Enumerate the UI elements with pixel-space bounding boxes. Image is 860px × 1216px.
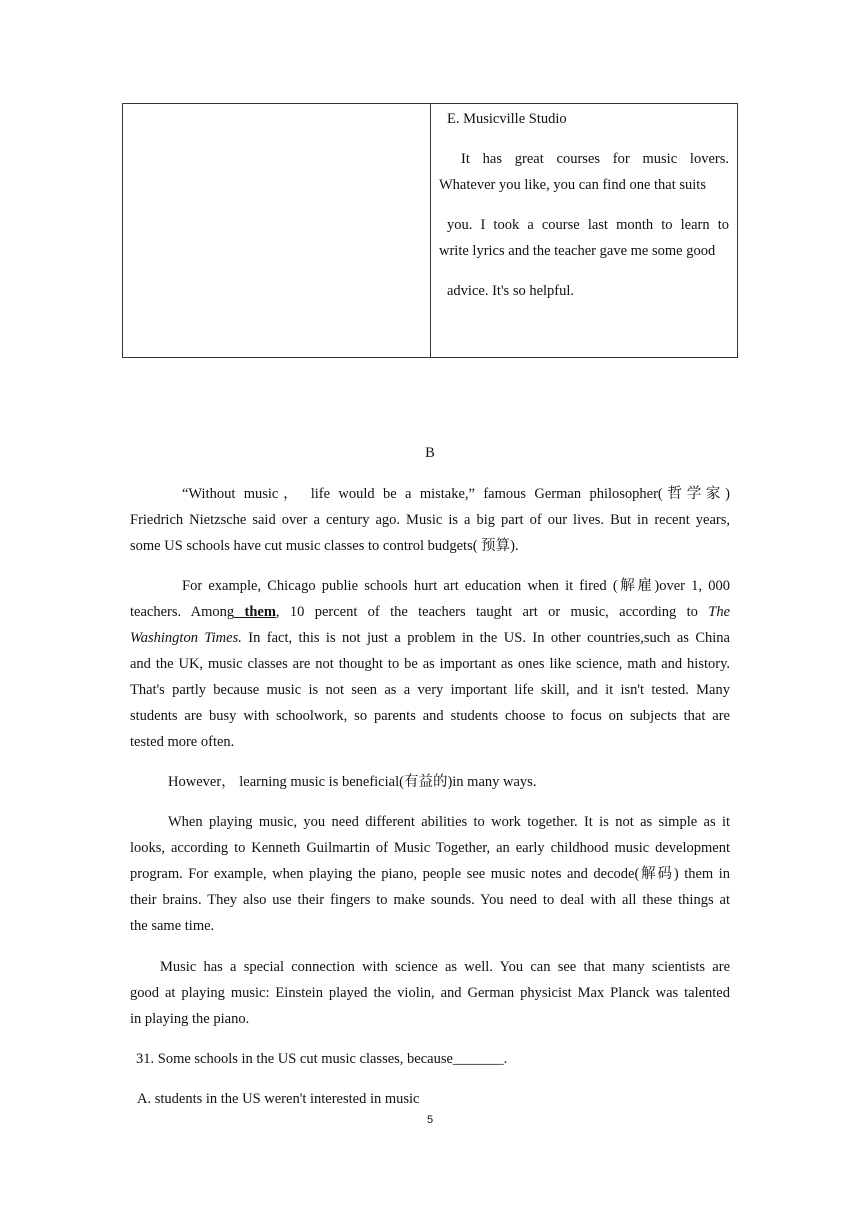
section-label: B bbox=[425, 445, 435, 461]
table-cell-empty bbox=[123, 104, 431, 357]
paragraph-line: That's partly because music is not seen as a very important life skill, and it isn't tested. Many bbox=[130, 682, 730, 698]
paragraph-line: program. For example, when playing the piano, people see music notes and decode(解码) them in bbox=[130, 866, 730, 882]
option-e-line: Whatever you like, you can find one that suits bbox=[439, 177, 706, 193]
paragraph-line: “Without music， life would be a mistake,” famous German philosopher(哲学家) bbox=[182, 486, 730, 502]
paragraph-line: Music has a special connection with science as well. You can see that many scientists are bbox=[160, 959, 730, 975]
paragraph-line: students are busy with schoolwork, so parents and students choose to focus on subjects that are bbox=[130, 708, 730, 724]
option-e-line: advice. It's so helpful. bbox=[447, 283, 575, 299]
paragraph-line: tested more often. bbox=[130, 734, 235, 750]
paragraph-line: Friedrich Nietzsche said over a century ago. Music is a big part of our lives. But in recent years, bbox=[130, 512, 730, 528]
paragraph-line: teachers. Among them, 10 percent of the teachers taught art or music, according to The bbox=[130, 604, 730, 620]
paragraph-line: in playing the piano. bbox=[130, 1011, 250, 1027]
option-e-title: E. Musicville Studio bbox=[447, 111, 567, 127]
option-e-line: It has great courses for music lovers. bbox=[461, 151, 729, 167]
paragraph-line: some US schools have cut music classes to control budgets( 预算). bbox=[130, 538, 519, 554]
paragraph-line: For example, Chicago publie schools hurt art education when it fired (解雇)over 1, 000 bbox=[182, 578, 730, 594]
option-e-line: write lyrics and the teacher gave me some good bbox=[439, 243, 716, 259]
options-table bbox=[122, 103, 738, 358]
paragraph-line: and the UK, music classes are not thought to be as important as ones like science, math and history. bbox=[130, 656, 730, 672]
paragraph-line: the same time. bbox=[130, 918, 215, 934]
question-stem: 31. Some schools in the US cut music classes, because_______. bbox=[136, 1051, 508, 1067]
page-number: 5 bbox=[426, 1114, 434, 1126]
paragraph-line: their brains. They also use their fingers to make sounds. You need to deal with all these things at bbox=[130, 892, 730, 908]
paragraph-line: When playing music, you need different abilities to work together. It is not as simple as it bbox=[168, 814, 730, 830]
option-e-line: you. I took a course last month to learn to bbox=[447, 217, 729, 233]
paragraph-line: Washington Times. In fact, this is not just a problem in the US. In other countries,such as China bbox=[130, 630, 730, 646]
paragraph-line: good at playing music: Einstein played the violin, and German physicist Max Planck was talented bbox=[130, 985, 730, 1001]
question-option-a: A. students in the US weren't interested in music bbox=[137, 1091, 420, 1107]
paragraph-line: However， learning music is beneficial(有益的)in many ways. bbox=[168, 774, 537, 790]
table-cell-option-e bbox=[431, 104, 737, 357]
underlined-word: them bbox=[234, 604, 276, 620]
paragraph-line: looks, according to Kenneth Guilmartin of Music Together, an early childhood music development bbox=[130, 840, 730, 856]
